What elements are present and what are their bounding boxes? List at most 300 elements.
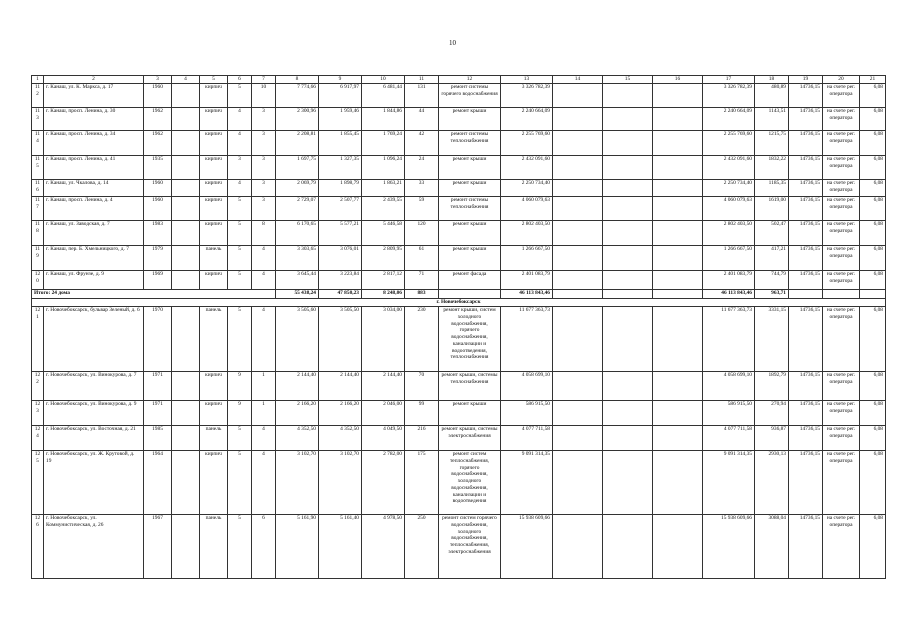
regional-cost-cell: 2 401 083,79 xyxy=(703,271,755,290)
funding-method-cell: на счете рег. оператора xyxy=(823,180,860,197)
cost-limit-cell: 14736,15 xyxy=(789,246,823,271)
unit-cost-cell: 1143,51 xyxy=(755,108,789,131)
row-number: 123 xyxy=(32,401,44,426)
address-cell: г. Новочебоксарск, бульвар Зеленый, д. 6 xyxy=(44,307,144,372)
residential-area-cell: 3 505,50 xyxy=(319,307,362,372)
floors-cell: 9 xyxy=(228,372,252,401)
regional-cost-cell: 586 915,50 xyxy=(703,401,755,426)
cost-limit-cell: 14736,15 xyxy=(789,156,823,180)
owned-area-cell: 1 769,24 xyxy=(362,131,405,156)
total-empty-cell xyxy=(789,290,823,299)
cost-cell: 4 060 079,63 xyxy=(501,197,553,221)
residents-cell: 59 xyxy=(405,197,439,221)
column-14-cell xyxy=(553,271,603,290)
unit-cost-cell: 270,94 xyxy=(755,401,789,426)
column-4-cell xyxy=(172,108,200,131)
row-number: 126 xyxy=(32,515,44,579)
row-number: 112 xyxy=(32,84,44,108)
regional-cost-cell: 2 802 403,50 xyxy=(703,221,755,246)
address-cell: г. Канаш, ул. Фрунзе, д. 9 xyxy=(44,271,144,290)
address-cell: г. Новочебоксарск, ул. Ж. Крутовой, д. 19 xyxy=(44,451,144,515)
year-cell: 1971 xyxy=(144,401,172,426)
work-type-cell: ремонт крыши, системы теплоснабжения xyxy=(439,372,501,401)
row-number: 117 xyxy=(32,197,44,221)
residents-cell: 61 xyxy=(405,246,439,271)
column-number-row xyxy=(32,76,886,84)
owned-area-cell: 6 481,44 xyxy=(362,84,405,108)
year-cell: 1960 xyxy=(144,180,172,197)
completion-date-cell: 6,08 xyxy=(860,131,886,156)
total-area-cell: 2 208,81 xyxy=(276,131,319,156)
section-header-row xyxy=(32,299,886,307)
regional-cost-cell: 2 250 734,40 xyxy=(703,180,755,197)
residents-cell: 230 xyxy=(405,307,439,372)
total-area-cell: 1 697,75 xyxy=(276,156,319,180)
page-number: 10 xyxy=(449,39,456,47)
entrances-cell: 4 xyxy=(252,451,276,515)
residential-area-cell: 4 352,50 xyxy=(319,426,362,451)
address-cell: г. Новочебоксарск, ул. Коммунистическая, д. 26 xyxy=(44,515,144,579)
completion-date-cell: 6,08 xyxy=(860,246,886,271)
column-4-cell xyxy=(172,221,200,246)
floors-cell: 5 xyxy=(228,515,252,579)
funding-method-cell: на счете рег. оператора xyxy=(823,451,860,515)
residential-area-cell: 3 102,70 xyxy=(319,451,362,515)
row-number: 120 xyxy=(32,271,44,290)
unit-cost-cell: 936,87 xyxy=(755,426,789,451)
cost-cell: 15 938 609,66 xyxy=(501,515,553,579)
column-number-cell: 21 xyxy=(860,76,886,84)
residential-area-cell: 5 161,40 xyxy=(319,515,362,579)
work-type-cell: ремонт крыши xyxy=(439,108,501,131)
row-number: 115 xyxy=(32,156,44,180)
wall-material-cell: кирпич xyxy=(200,372,228,401)
entrances-cell: 10 xyxy=(252,84,276,108)
column-16-cell xyxy=(653,131,703,156)
year-cell: 1969 xyxy=(144,271,172,290)
column-4-cell xyxy=(172,131,200,156)
total-unit-cost-cell: 963,71 xyxy=(755,290,789,299)
column-14-cell xyxy=(553,401,603,426)
completion-date-cell: 6,08 xyxy=(860,197,886,221)
total-area-cell: 2 144,40 xyxy=(276,372,319,401)
residential-area-cell: 5 577,21 xyxy=(319,221,362,246)
completion-date-cell: 6,08 xyxy=(860,108,886,131)
column-16-cell xyxy=(653,401,703,426)
completion-date-cell: 6,08 xyxy=(860,401,886,426)
column-number-cell: 14 xyxy=(553,76,603,84)
total-area-cell: 6 170,65 xyxy=(276,221,319,246)
residents-cell: 70 xyxy=(405,372,439,401)
total-empty-cell xyxy=(653,290,703,299)
wall-material-cell: панель xyxy=(200,515,228,579)
column-4-cell xyxy=(172,271,200,290)
total-label: Итого: 24 дома xyxy=(32,290,276,299)
total-area-cell: 2 069,79 xyxy=(276,180,319,197)
owned-area-cell: 2 046,00 xyxy=(362,401,405,426)
wall-material-cell: кирпич xyxy=(200,180,228,197)
unit-cost-cell: 480,89 xyxy=(755,84,789,108)
cost-cell: 2 802 403,50 xyxy=(501,221,553,246)
total-empty-cell xyxy=(553,290,603,299)
residential-area-cell: 3 076,01 xyxy=(319,246,362,271)
floors-cell: 5 xyxy=(228,197,252,221)
funding-method-cell: на счете рег. оператора xyxy=(823,156,860,180)
row-number: 121 xyxy=(32,307,44,372)
column-16-cell xyxy=(653,515,703,579)
column-number-cell: 15 xyxy=(603,76,653,84)
work-type-cell: ремонт крыши xyxy=(439,221,501,246)
cost-cell: 2 255 769,60 xyxy=(501,131,553,156)
funding-method-cell: на счете рег. оператора xyxy=(823,131,860,156)
entrances-cell: 4 xyxy=(252,246,276,271)
row-number: 124 xyxy=(32,426,44,451)
total-area-cell: 3 505,60 xyxy=(276,307,319,372)
table-row xyxy=(32,246,886,271)
regional-cost-cell: 15 938 609,66 xyxy=(703,515,755,579)
column-15-cell xyxy=(603,131,653,156)
cost-limit-cell: 14736,15 xyxy=(789,271,823,290)
owned-area-cell: 1 844,86 xyxy=(362,108,405,131)
column-number-cell: 12 xyxy=(439,76,501,84)
column-14-cell xyxy=(553,221,603,246)
unit-cost-cell: 744,79 xyxy=(755,271,789,290)
row-number: 113 xyxy=(32,108,44,131)
year-cell: 1962 xyxy=(144,108,172,131)
residential-area-cell: 1 327,35 xyxy=(319,156,362,180)
column-16-cell xyxy=(653,156,703,180)
total-owned-area-cell: 8 248,06 xyxy=(362,290,405,299)
total-residents-cell: 883 xyxy=(405,290,439,299)
table-row xyxy=(32,197,886,221)
floors-cell: 4 xyxy=(228,108,252,131)
completion-date-cell: 6,08 xyxy=(860,307,886,372)
column-number-cell: 13 xyxy=(501,76,553,84)
entrances-cell: 1 xyxy=(252,401,276,426)
cost-limit-cell: 14736,15 xyxy=(789,131,823,156)
column-15-cell xyxy=(603,426,653,451)
table-row xyxy=(32,108,886,131)
residents-cell: 33 xyxy=(405,180,439,197)
cost-cell: 586 915,50 xyxy=(501,401,553,426)
entrances-cell: 4 xyxy=(252,271,276,290)
column-16-cell xyxy=(653,372,703,401)
year-cell: 1985 xyxy=(144,426,172,451)
funding-method-cell: на счете рег. оператора xyxy=(823,372,860,401)
unit-cost-cell: 3088,04 xyxy=(755,515,789,579)
section-title: г. Новочебоксарск xyxy=(32,299,886,307)
table-body xyxy=(32,76,886,579)
cost-limit-cell: 14736,15 xyxy=(789,197,823,221)
table-row xyxy=(32,84,886,108)
entrances-cell: 1 xyxy=(252,372,276,401)
year-cell: 1960 xyxy=(144,84,172,108)
cost-limit-cell: 14736,15 xyxy=(789,451,823,515)
address-cell: г. Новочебоксарск, ул. Винокурова, д. 7 xyxy=(44,372,144,401)
floors-cell: 5 xyxy=(228,84,252,108)
cost-cell: 3 326 782,39 xyxy=(501,84,553,108)
year-cell: 1979 xyxy=(144,246,172,271)
column-16-cell xyxy=(653,426,703,451)
column-14-cell xyxy=(553,197,603,221)
address-cell: г. Канаш, просп. Ленина, д. 34 xyxy=(44,131,144,156)
floors-cell: 5 xyxy=(228,246,252,271)
residents-cell: 24 xyxy=(405,156,439,180)
completion-date-cell: 6,08 xyxy=(860,156,886,180)
cost-cell: 2 401 083,79 xyxy=(501,271,553,290)
total-area-cell: 55 438,24 xyxy=(276,290,319,299)
address-cell: г. Новочебоксарск, ул. Винокурова, д. 9 xyxy=(44,401,144,426)
column-15-cell xyxy=(603,180,653,197)
column-15-cell xyxy=(603,156,653,180)
table-row xyxy=(32,372,886,401)
owned-area-cell: 1 863,21 xyxy=(362,180,405,197)
regional-cost-cell: 2 240 664,09 xyxy=(703,108,755,131)
completion-date-cell: 6,08 xyxy=(860,515,886,579)
entrances-cell: 3 xyxy=(252,156,276,180)
completion-date-cell: 6,08 xyxy=(860,271,886,290)
residents-cell: 42 xyxy=(405,131,439,156)
column-number-cell: 10 xyxy=(362,76,405,84)
completion-date-cell: 6,08 xyxy=(860,84,886,108)
address-cell: г. Канаш, ул. Чкалова, д. 14 xyxy=(44,180,144,197)
column-14-cell xyxy=(553,426,603,451)
floors-cell: 5 xyxy=(228,426,252,451)
unit-cost-cell: 1892,79 xyxy=(755,372,789,401)
total-area-cell: 3 303,65 xyxy=(276,246,319,271)
cost-limit-cell: 14736,15 xyxy=(789,307,823,372)
regional-cost-cell: 4 060 079,63 xyxy=(703,197,755,221)
work-type-cell: ремонт крыши xyxy=(439,180,501,197)
floors-cell: 5 xyxy=(228,451,252,515)
entrances-cell: 8 xyxy=(252,221,276,246)
address-cell: г. Канаш, пер. Б. Хмельницкого, д. 7 xyxy=(44,246,144,271)
floors-cell: 9 xyxy=(228,401,252,426)
floors-cell: 5 xyxy=(228,307,252,372)
cost-limit-cell: 14736,15 xyxy=(789,84,823,108)
residential-area-cell: 1 898,79 xyxy=(319,180,362,197)
repair-program-table xyxy=(31,75,886,579)
total-residential-area-cell: 47 850,23 xyxy=(319,290,362,299)
completion-date-cell: 6,08 xyxy=(860,451,886,515)
column-14-cell xyxy=(553,108,603,131)
cost-limit-cell: 14736,15 xyxy=(789,515,823,579)
regional-cost-cell: 4 058 699,10 xyxy=(703,372,755,401)
regional-cost-cell: 2 255 769,60 xyxy=(703,131,755,156)
total-empty-cell xyxy=(603,290,653,299)
cost-cell: 9 091 314,35 xyxy=(501,451,553,515)
column-16-cell xyxy=(653,307,703,372)
regional-cost-cell: 2 432 091,60 xyxy=(703,156,755,180)
residents-cell: 250 xyxy=(405,515,439,579)
owned-area-cell: 2 817,12 xyxy=(362,271,405,290)
entrances-cell: 3 xyxy=(252,108,276,131)
entrances-cell: 6 xyxy=(252,515,276,579)
column-14-cell xyxy=(553,372,603,401)
funding-method-cell: на счете рег. оператора xyxy=(823,108,860,131)
owned-area-cell: 3 034,00 xyxy=(362,307,405,372)
total-area-cell: 3 645,44 xyxy=(276,271,319,290)
wall-material-cell: кирпич xyxy=(200,271,228,290)
funding-method-cell: на счете рег. оператора xyxy=(823,426,860,451)
cost-cell: 2 432 091,60 xyxy=(501,156,553,180)
owned-area-cell: 2 144,40 xyxy=(362,372,405,401)
total-area-cell: 2 300,96 xyxy=(276,108,319,131)
cost-cell: 1 266 667,50 xyxy=(501,246,553,271)
cost-limit-cell: 14736,15 xyxy=(789,372,823,401)
year-cell: 1983 xyxy=(144,221,172,246)
wall-material-cell: кирпич xyxy=(200,131,228,156)
table-row xyxy=(32,180,886,197)
regional-cost-cell: 1 266 667,50 xyxy=(703,246,755,271)
entrances-cell: 4 xyxy=(252,307,276,372)
column-number-cell: 9 xyxy=(319,76,362,84)
wall-material-cell: кирпич xyxy=(200,156,228,180)
column-4-cell xyxy=(172,246,200,271)
residential-area-cell: 1 959,46 xyxy=(319,108,362,131)
column-14-cell xyxy=(553,246,603,271)
entrances-cell: 3 xyxy=(252,180,276,197)
column-15-cell xyxy=(603,401,653,426)
row-number: 116 xyxy=(32,180,44,197)
column-number-cell: 4 xyxy=(172,76,200,84)
owned-area-cell: 5 446,58 xyxy=(362,221,405,246)
column-14-cell xyxy=(553,451,603,515)
work-type-cell: ремонт системы горячего водоснабжения xyxy=(439,84,501,108)
floors-cell: 4 xyxy=(228,131,252,156)
residents-cell: 175 xyxy=(405,451,439,515)
row-number: 122 xyxy=(32,372,44,401)
funding-method-cell: на счете рег. оператора xyxy=(823,307,860,372)
owned-area-cell: 4 978,50 xyxy=(362,515,405,579)
column-15-cell xyxy=(603,84,653,108)
column-4-cell xyxy=(172,197,200,221)
funding-method-cell: на счете рег. оператора xyxy=(823,271,860,290)
owned-area-cell: 2 439,55 xyxy=(362,197,405,221)
column-15-cell xyxy=(603,221,653,246)
table-row xyxy=(32,271,886,290)
table-row xyxy=(32,221,886,246)
completion-date-cell: 6,08 xyxy=(860,221,886,246)
unit-cost-cell: 1215,75 xyxy=(755,131,789,156)
residential-area-cell: 1 855,45 xyxy=(319,131,362,156)
column-number-cell: 20 xyxy=(823,76,860,84)
total-area-cell: 7 774,66 xyxy=(276,84,319,108)
table-row xyxy=(32,156,886,180)
cost-cell: 4 058 699,10 xyxy=(501,372,553,401)
address-cell: г. Канаш, ул. К. Маркса, д. 17 xyxy=(44,84,144,108)
column-16-cell xyxy=(653,108,703,131)
cost-cell: 11 677 363,73 xyxy=(501,307,553,372)
owned-area-cell: 2 782,00 xyxy=(362,451,405,515)
repair-program-table-wrapper xyxy=(31,75,883,579)
owned-area-cell: 1 096,24 xyxy=(362,156,405,180)
residents-cell: 44 xyxy=(405,108,439,131)
column-number-cell: 8 xyxy=(276,76,319,84)
column-number-cell: 7 xyxy=(252,76,276,84)
total-row xyxy=(32,290,886,299)
residents-cell: 99 xyxy=(405,401,439,426)
column-number-cell: 2 xyxy=(44,76,144,84)
funding-method-cell: на счете рег. оператора xyxy=(823,197,860,221)
regional-cost-cell: 3 326 782,39 xyxy=(703,84,755,108)
column-14-cell xyxy=(553,156,603,180)
column-16-cell xyxy=(653,451,703,515)
unit-cost-cell: 1832,22 xyxy=(755,156,789,180)
wall-material-cell: кирпич xyxy=(200,401,228,426)
total-empty-cell xyxy=(860,290,886,299)
work-type-cell: ремонт систем горячего водоснабжения, холодного водоснабжения, теплоснабжения, электроснабжения xyxy=(439,515,501,579)
cost-limit-cell: 14736,15 xyxy=(789,401,823,426)
column-14-cell xyxy=(553,84,603,108)
total-area-cell: 5 161,90 xyxy=(276,515,319,579)
wall-material-cell: кирпич xyxy=(200,451,228,515)
wall-material-cell: кирпич xyxy=(200,84,228,108)
entrances-cell: 3 xyxy=(252,197,276,221)
column-15-cell xyxy=(603,271,653,290)
work-type-cell: ремонт крыши, систем холодного водоснабжения, горячего водоснабжения, канализации и водоотведения, теплоснабжения xyxy=(439,307,501,372)
column-16-cell xyxy=(653,84,703,108)
floors-cell: 5 xyxy=(228,271,252,290)
residential-area-cell: 2 507,77 xyxy=(319,197,362,221)
regional-cost-cell: 9 091 314,35 xyxy=(703,451,755,515)
address-cell: г. Канаш, просп. Ленина, д. 30 xyxy=(44,108,144,131)
column-4-cell xyxy=(172,372,200,401)
column-16-cell xyxy=(653,197,703,221)
work-type-cell: ремонт крыши xyxy=(439,401,501,426)
table-row xyxy=(32,451,886,515)
address-cell: г. Канаш, ул. Заводская, д. 7 xyxy=(44,221,144,246)
work-type-cell: ремонт крыши xyxy=(439,156,501,180)
column-16-cell xyxy=(653,271,703,290)
unit-cost-cell: 1619,00 xyxy=(755,197,789,221)
residential-area-cell: 2 144,40 xyxy=(319,372,362,401)
column-15-cell xyxy=(603,515,653,579)
column-4-cell xyxy=(172,307,200,372)
year-cell: 1935 xyxy=(144,156,172,180)
total-regional-cost-cell: 46 113 843,46 xyxy=(703,290,755,299)
table-row xyxy=(32,307,886,372)
column-4-cell xyxy=(172,515,200,579)
address-cell: г. Новочебоксарск, ул. Восточная, д. 21 xyxy=(44,426,144,451)
column-number-cell: 19 xyxy=(789,76,823,84)
wall-material-cell: панель xyxy=(200,307,228,372)
cost-limit-cell: 14736,15 xyxy=(789,180,823,197)
cost-limit-cell: 14736,15 xyxy=(789,221,823,246)
owned-area-cell: 4 049,50 xyxy=(362,426,405,451)
column-15-cell xyxy=(603,307,653,372)
unit-cost-cell: 502,47 xyxy=(755,221,789,246)
column-15-cell xyxy=(603,246,653,271)
residents-cell: 131 xyxy=(405,84,439,108)
cost-limit-cell: 14736,15 xyxy=(789,426,823,451)
residents-cell: 216 xyxy=(405,426,439,451)
column-number-cell: 3 xyxy=(144,76,172,84)
cost-cell: 2 240 664,09 xyxy=(501,108,553,131)
column-number-cell: 5 xyxy=(200,76,228,84)
column-15-cell xyxy=(603,451,653,515)
completion-date-cell: 6,08 xyxy=(860,180,886,197)
residential-area-cell: 6 917,97 xyxy=(319,84,362,108)
wall-material-cell: кирпич xyxy=(200,197,228,221)
work-type-cell: ремонт системы теплоснабжения xyxy=(439,131,501,156)
work-type-cell: ремонт крыши xyxy=(439,246,501,271)
column-14-cell xyxy=(553,180,603,197)
column-4-cell xyxy=(172,451,200,515)
cost-limit-cell: 14736,15 xyxy=(789,108,823,131)
year-cell: 1967 xyxy=(144,515,172,579)
total-area-cell: 4 352,50 xyxy=(276,426,319,451)
